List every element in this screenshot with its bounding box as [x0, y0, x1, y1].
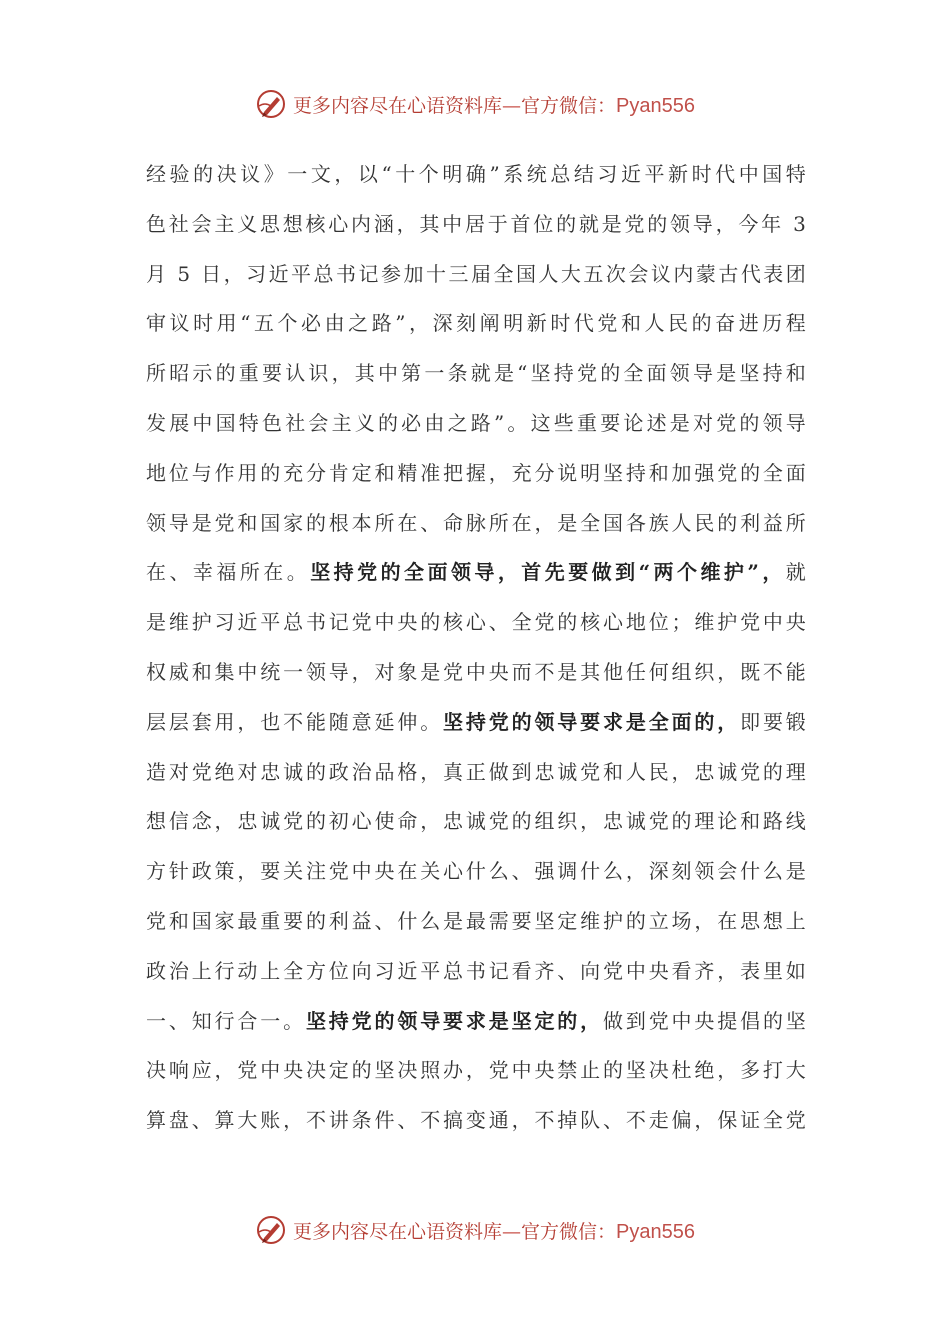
footer-wechat-label: 官方微信：: [521, 1220, 617, 1243]
header-dash: —: [502, 94, 522, 117]
line-text: 想信念，忠诚党的初心使命，忠诚党的组织，忠诚党的理论和路线: [146, 809, 808, 834]
text-line: [146, 748, 808, 798]
text-line: [146, 648, 808, 698]
line-text: 是维护习近平总书记党中央的核心、全党的核心地位；维护党中央: [146, 610, 808, 635]
text-line: [146, 499, 808, 549]
text-line: [146, 847, 808, 897]
text-line: [146, 250, 808, 300]
line-text: 层层套用，也不能随意延伸。: [146, 709, 444, 734]
line-text: 政治上行动上全方位向习近平总书记看齐、向党中央看齐，表里如: [146, 958, 808, 983]
footer-wechat-handle: Pyan556: [616, 1220, 695, 1243]
line-text: 领导是党和国家的根本所在、命脉所在，是全国各族人民的利益所: [146, 510, 808, 535]
text-line: [146, 897, 808, 947]
header-text: [293, 91, 695, 118]
line-text: 就: [785, 560, 808, 585]
text-line: [146, 150, 808, 200]
text-line: [146, 797, 808, 847]
header-banner: [0, 84, 950, 124]
header-wechat-handle: Pyan556: [616, 94, 695, 117]
line-text: 算盘、算大账，不讲条件、不搞变通，不掉队、不走偏，保证全党: [146, 1108, 808, 1133]
line-text: 做到党中央提倡的坚: [603, 1008, 808, 1033]
pen-logo-icon: [255, 88, 287, 120]
line-text: 经验的决议》一文，以“十个明确”系统总结习近平新时代中国特: [146, 162, 808, 186]
line-text: 月 5 日，习近平总书记参加十三届全国人大五次会议内蒙古代表团: [146, 261, 808, 286]
line-text: 方针政策，要关注党中央在关心什么、强调什么，深刻领会什么是: [146, 859, 808, 884]
pen-logo-icon: [255, 1214, 287, 1246]
line-text: 在、幸福所在。: [146, 560, 311, 585]
text-line: [146, 947, 808, 997]
line-text: 色社会主义思想核心内涵，其中居于首位的就是党的领导，今年 3: [146, 211, 808, 236]
line-text: 决响应，党中央决定的坚决照办，党中央禁止的坚决杜绝，多打大: [146, 1058, 808, 1083]
bold-text: 坚持党的领导要求是坚定的，: [305, 1008, 603, 1033]
text-line: [146, 200, 808, 250]
footer-banner: [0, 1210, 950, 1250]
line-text: 一、知行合一。: [146, 1008, 306, 1033]
line-text: 党和国家最重要的利益、什么是最需要坚定维护的立场，在思想上: [146, 908, 808, 933]
line-text: 所昭示的重要认识，其中第一条就是“坚持党的全面领导是坚持和: [146, 361, 808, 386]
document-body: [146, 150, 808, 1146]
text-line: [146, 997, 808, 1047]
text-line: [146, 698, 808, 748]
line-text: 审议时用“五个必由之路”，深刻阐明新时代党和人民的奋进历程: [146, 311, 808, 336]
line-text: 发展中国特色社会主义的必由之路”。这些重要论述是对党的领导: [146, 410, 808, 435]
text-line: [146, 299, 808, 349]
text-line: [146, 449, 808, 499]
text-line: [146, 548, 808, 598]
text-line: [146, 399, 808, 449]
text-line: [146, 598, 808, 648]
line-text: 即要锻: [740, 709, 808, 734]
line-text: 地位与作用的充分肯定和精准把握，充分说明坚持和加强党的全面: [146, 460, 808, 485]
header-site-text: 更多内容尽在心语资料库: [293, 94, 503, 117]
line-text: 权威和集中统一领导，对象是党中央而不是其他任何组织，既不能: [146, 659, 808, 684]
text-line: [146, 349, 808, 399]
footer-dash: —: [502, 1220, 522, 1243]
footer-site-text: 更多内容尽在心语资料库: [293, 1220, 503, 1243]
bold-text: 坚持党的全面领导，首先要做到“两个维护”，: [310, 560, 786, 585]
bold-text: 坚持党的领导要求是全面的，: [443, 709, 741, 734]
footer-text: [293, 1217, 695, 1244]
line-text: 造对党绝对忠诚的政治品格，真正做到忠诚党和人民，忠诚党的理: [146, 759, 808, 784]
text-line: [146, 1046, 808, 1096]
text-line: [146, 1096, 808, 1146]
header-wechat-label: 官方微信：: [521, 94, 617, 117]
